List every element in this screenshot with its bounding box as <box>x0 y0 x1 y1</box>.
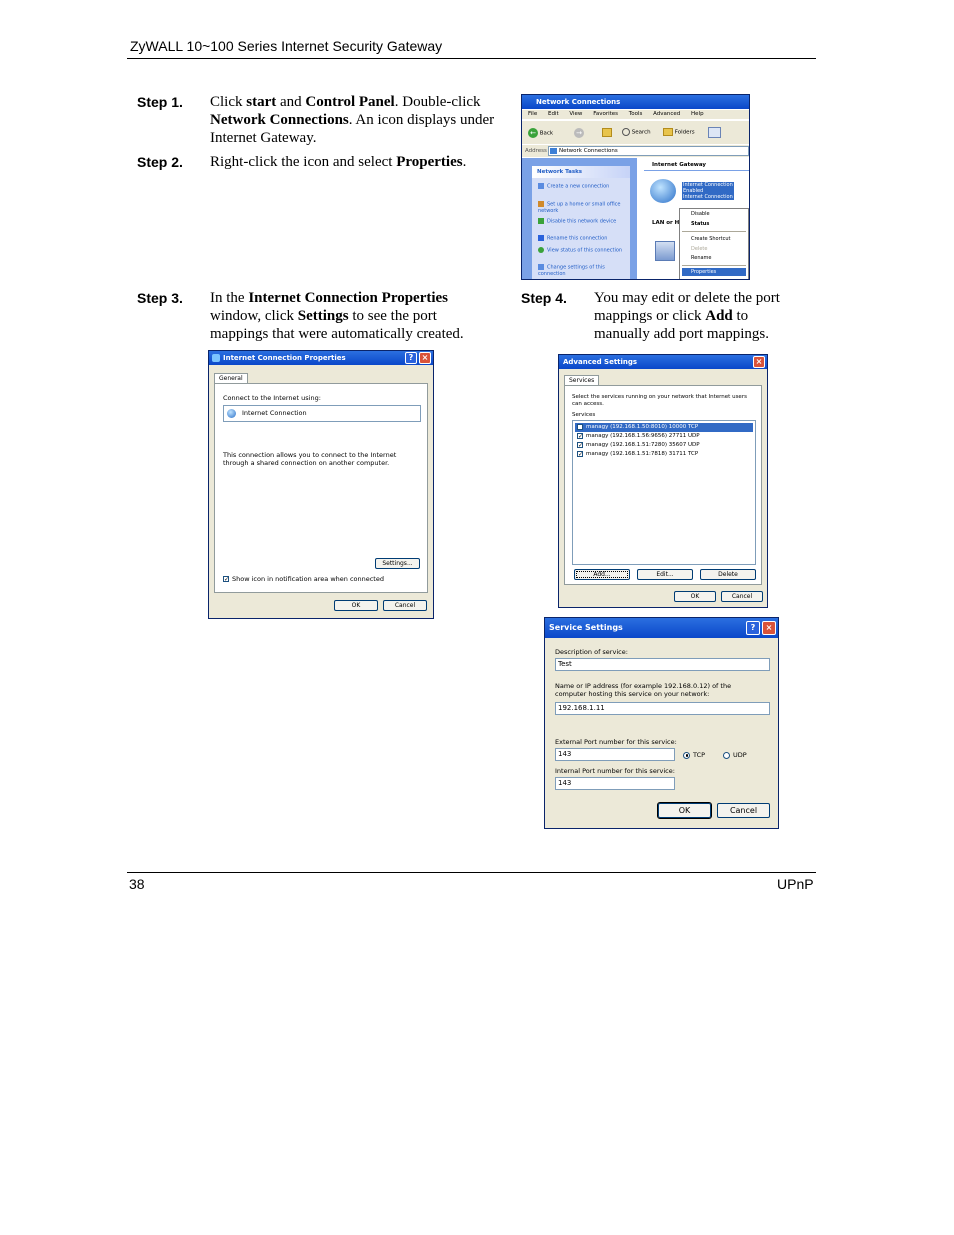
network-folder-icon <box>550 148 557 154</box>
internet-connection-icon <box>227 409 236 418</box>
forward-arrow-icon[interactable]: → <box>574 128 584 138</box>
gateway-heading: Internet Gateway <box>652 162 707 168</box>
service-row[interactable]: ✓ managy (192.168.1.56:9656) 27711 UDP <box>578 432 700 440</box>
menu-bar <box>522 110 749 119</box>
host-label: Name or IP address (for example 192.168.0.12) of the computer hosting this service on your network: <box>555 682 732 698</box>
menu-view[interactable]: View <box>569 111 583 117</box>
checkbox-icon[interactable]: ✓ <box>578 432 584 440</box>
checkmark-icon: ✓ <box>224 576 230 583</box>
general-panel <box>214 383 428 593</box>
up-folder-icon[interactable] <box>602 128 612 137</box>
radio-icon <box>723 752 730 759</box>
service-row[interactable]: ✓ managy (192.168.1.50:8010) 10000 TCP <box>575 423 753 432</box>
address-label: Address <box>525 148 547 154</box>
gateway-heading-rule <box>644 170 749 171</box>
services-panel <box>564 385 762 585</box>
cancel-button[interactable]: Cancel <box>383 600 427 611</box>
lan-heading: LAN or H <box>652 220 680 226</box>
lan-connection-icon[interactable] <box>655 241 675 261</box>
menu-favorites[interactable]: Favorites <box>593 111 619 117</box>
host-ip-field[interactable]: 192.168.1.11 <box>555 702 770 715</box>
tab-services[interactable]: Services <box>564 375 599 385</box>
dialog-title: Advanced Settings × <box>559 355 767 369</box>
checkbox-icon[interactable]: ✓ <box>578 441 584 449</box>
new-connection-icon <box>538 183 544 189</box>
internet-gateway-icon[interactable] <box>650 179 676 203</box>
radio-selected-icon <box>683 752 690 759</box>
task-item[interactable]: Create a new connection <box>538 183 624 190</box>
cancel-button[interactable]: Cancel <box>717 803 770 818</box>
menu-divider <box>682 231 746 232</box>
external-port-label: External Port number for this service: <box>555 738 677 746</box>
internet-connection-item[interactable]: Internet Connection Enabled Internet Connection <box>683 182 733 200</box>
description-label: Description of service: <box>555 648 628 656</box>
step-1-text: Click start and Control Panel. Double-click Network Connections. An icon displays under Internet Gateway. <box>210 94 495 146</box>
ok-button[interactable]: OK <box>658 803 711 818</box>
ok-button[interactable]: OK <box>334 600 378 611</box>
menu-divider <box>682 265 746 266</box>
step-1-label: Step 1. <box>137 94 183 110</box>
description-field[interactable]: Test <box>555 658 770 671</box>
folders-button[interactable]: Folders <box>663 128 695 136</box>
settings-button[interactable]: Settings... <box>375 558 420 569</box>
internal-port-field[interactable]: 143 <box>555 777 675 790</box>
network-icon <box>212 354 220 362</box>
view-status-icon <box>538 247 544 253</box>
task-item[interactable]: Disable this network device <box>538 218 624 225</box>
task-item[interactable]: Set up a home or small office network <box>538 201 621 214</box>
add-button[interactable]: Add... <box>574 569 630 580</box>
address-bar <box>522 145 749 157</box>
tab-general[interactable]: General <box>214 373 248 383</box>
ok-button[interactable]: OK <box>674 591 716 602</box>
services-list <box>572 420 756 565</box>
step-4-label: Step 4. <box>521 290 567 306</box>
home-network-icon <box>538 201 544 207</box>
delete-button[interactable]: Delete <box>700 569 756 580</box>
header-rule <box>127 58 816 59</box>
change-settings-icon <box>538 264 544 270</box>
connect-label: Connect to the Internet using: <box>223 394 321 402</box>
connection-list[interactable]: Internet Connection <box>223 405 421 422</box>
services-label: Services <box>572 412 596 418</box>
close-icon[interactable]: × <box>762 621 776 635</box>
checkbox-icon[interactable]: ✓ <box>578 423 584 431</box>
footer-rule <box>127 872 816 873</box>
step-2-label: Step 2. <box>137 154 183 170</box>
menu-advanced[interactable]: Advanced <box>653 111 681 117</box>
back-arrow-icon: ← <box>528 128 538 138</box>
help-icon[interactable]: ? <box>746 621 760 635</box>
checkbox-icon[interactable]: ✓ <box>578 450 584 458</box>
service-row[interactable]: ✓ managy (192.168.1.51:7818) 31711 TCP <box>578 450 699 458</box>
network-tasks-title[interactable]: Network Tasks <box>532 166 630 178</box>
menu-help[interactable]: Help <box>691 111 704 117</box>
service-settings-dialog <box>544 617 779 829</box>
menu-file[interactable]: File <box>528 111 538 117</box>
step-2-text: Right-click the icon and select Properties. <box>210 154 467 170</box>
dialog-title: Internet Connection Properties ? × <box>209 351 433 365</box>
menu-item-rename[interactable]: Rename <box>691 255 712 261</box>
task-item[interactable]: Change settings of this connection <box>538 264 605 277</box>
help-icon[interactable]: ? <box>405 352 417 364</box>
services-instructions: Select the services running on your network that Internet users can access. <box>572 394 747 407</box>
search-icon <box>622 128 630 136</box>
menu-tools[interactable]: Tools <box>628 111 643 117</box>
close-icon[interactable]: × <box>753 356 765 368</box>
views-icon[interactable] <box>708 127 721 138</box>
menu-item-properties[interactable]: Properties <box>682 268 746 276</box>
dialog-title: Service Settings ? × <box>545 618 778 638</box>
service-row[interactable]: ✓ managy (192.168.1.51:7280) 35607 UDP <box>578 441 700 449</box>
step-3-label: Step 3. <box>137 290 183 306</box>
task-item[interactable]: Rename this connection <box>538 235 624 242</box>
menu-item-delete[interactable]: Delete <box>691 246 708 252</box>
menu-edit[interactable]: Edit <box>547 111 559 117</box>
network-connections-window <box>521 94 750 280</box>
toolbar <box>522 120 749 144</box>
external-port-field[interactable]: 143 <box>555 748 675 761</box>
step-3-text: In the Internet Connection Properties window, click Settings to see the port mappings that were automatically created. <box>210 290 464 342</box>
edit-button[interactable]: Edit... <box>637 569 693 580</box>
udp-radio[interactable]: UDP <box>723 751 747 759</box>
disable-device-icon <box>538 218 544 224</box>
tcp-radio[interactable]: TCP <box>683 751 705 759</box>
internet-connection-properties-dialog <box>208 350 434 619</box>
task-item[interactable]: View status of this connection <box>538 247 624 254</box>
network-tasks-panel <box>532 166 630 279</box>
menu-item-create-shortcut[interactable]: Create Shortcut <box>691 236 731 242</box>
folders-icon <box>663 128 673 136</box>
connection-description: This connection allows you to connect to the Internet through a shared connection on another computer. <box>223 451 397 467</box>
menu-item-disable[interactable]: Disable <box>691 211 710 217</box>
back-button[interactable]: ← Back <box>528 128 553 138</box>
step-4-text: You may edit or delete the port mappings or click Add to manually add port mappings. <box>594 290 780 342</box>
address-field[interactable]: Network Connections <box>548 146 749 156</box>
internal-port-label: Internal Port number for this service: <box>555 767 675 775</box>
rename-icon <box>538 235 544 241</box>
cancel-button[interactable]: Cancel <box>721 591 763 602</box>
running-header: ZyWALL 10~100 Series Internet Security Gateway <box>130 38 443 54</box>
show-icon-checkbox[interactable]: ✓ Show icon in notification area when connected <box>224 575 384 583</box>
menu-item-status[interactable]: Status <box>691 221 710 227</box>
context-menu <box>679 208 749 280</box>
task-pane <box>522 158 637 279</box>
search-button[interactable]: Search <box>622 128 651 136</box>
window-title: Network Connections <box>522 95 749 109</box>
close-icon[interactable]: × <box>419 352 431 364</box>
advanced-settings-dialog <box>558 354 768 608</box>
section-name: UPnP <box>777 876 814 892</box>
page-number: 38 <box>129 876 145 892</box>
